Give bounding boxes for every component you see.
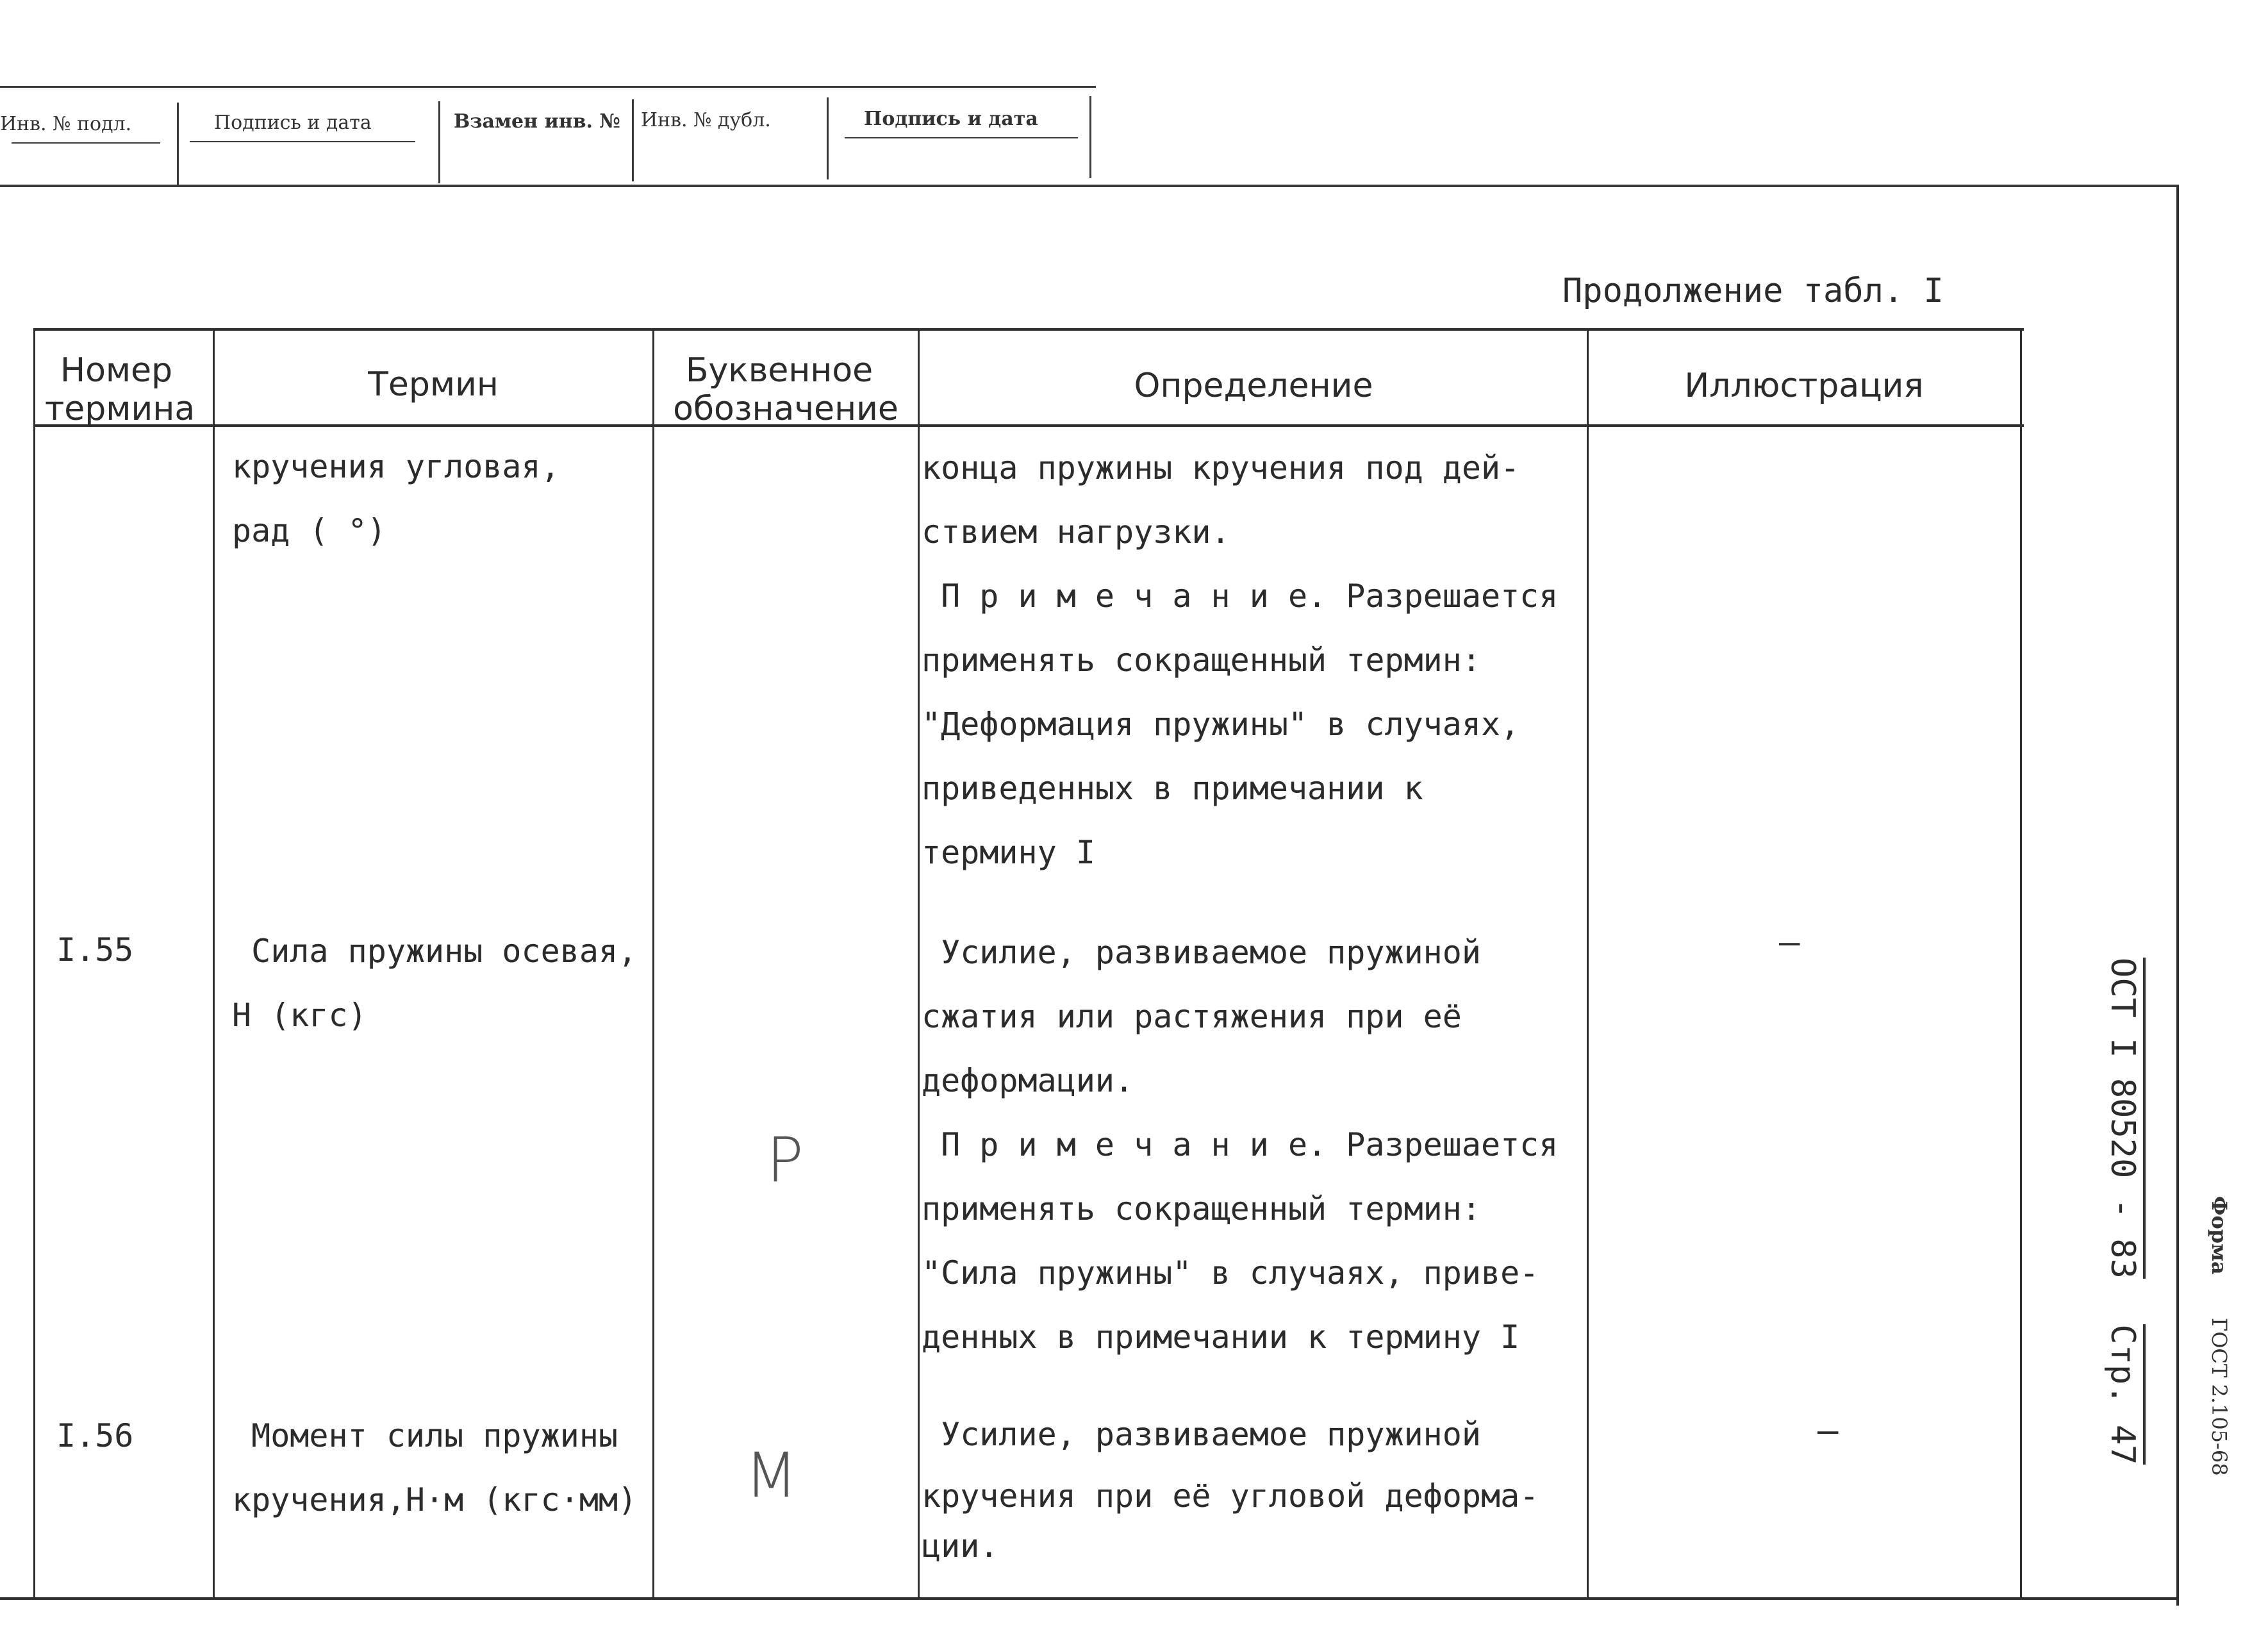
definition-line: приведенных в примечании к xyxy=(922,770,1423,807)
stamp-underline xyxy=(190,141,415,142)
header-symbol xyxy=(655,351,916,428)
header-definition: Определение xyxy=(1134,367,1373,405)
table-col-border xyxy=(2020,328,2022,1597)
definition-line: применять сокращенный термин: xyxy=(922,1190,1481,1227)
term-line: кручения угловая, xyxy=(232,448,560,485)
table-caption: Продолжение табл. I xyxy=(1562,272,1944,310)
term-line: рад ( °) xyxy=(232,512,386,549)
term-line: кручения,Н·м (кгс·мм) xyxy=(232,1481,638,1518)
row-symbol: P xyxy=(766,1124,804,1196)
row-illustration: – xyxy=(1779,922,1800,962)
stamp-signature-date-2: Подпись и дата xyxy=(864,108,1038,130)
header-number-line: термина xyxy=(45,390,195,428)
definition-line: конца пружины кручения под дей- xyxy=(922,449,1520,486)
header-term: Термин xyxy=(368,365,499,404)
document-number-text: ОСТ I 80520 - 83 xyxy=(2103,958,2146,1279)
row-symbol: M xyxy=(745,1440,798,1511)
row-definition xyxy=(922,436,1558,885)
definition-line: П р и м е ч а н и е. Разрешается xyxy=(922,578,1559,615)
stamp-divider xyxy=(438,101,440,183)
definition-line: сжатия или растяжения при её xyxy=(922,998,1462,1035)
header-symbol-line: обозначение xyxy=(673,390,898,428)
stamp-signature-date-1: Подпись и дата xyxy=(214,112,372,134)
definition-line: деформации. xyxy=(922,1062,1134,1099)
definition-line: термину I xyxy=(922,834,1095,871)
form-standard: ГОСТ 2.105-68 xyxy=(2207,1318,2231,1476)
stamp-divider xyxy=(1089,96,1091,178)
document-number xyxy=(2103,958,2142,1465)
row-term xyxy=(232,435,560,563)
stamp-underline xyxy=(12,142,160,144)
definition-line: применять сокращенный термин: xyxy=(922,642,1481,679)
stamp-inv-dubl: Инв. № дубл. xyxy=(641,109,771,131)
table-col-border xyxy=(213,328,215,1597)
row-definition xyxy=(922,920,1558,1369)
definition-line: кручения при её угловой деформа- xyxy=(922,1477,1539,1515)
table-col-border xyxy=(652,328,654,1597)
definition-line: Усилие, развиваемое пружиной xyxy=(922,1416,1481,1453)
form-label: Форма xyxy=(2207,1196,2231,1275)
stamp-divider xyxy=(827,97,829,179)
header-symbol-line: Буквенное xyxy=(685,351,873,390)
term-line: Момент силы пружины xyxy=(232,1417,618,1454)
row-number: I.55 xyxy=(56,931,134,968)
table-col-border xyxy=(918,328,920,1597)
header-illustration: Иллюстрация xyxy=(1684,367,1924,405)
header-number-line: Номер xyxy=(60,351,173,390)
row-definition xyxy=(922,1404,1539,1565)
definition-line: "Сила пружины" в случаях, приве- xyxy=(922,1254,1539,1292)
stamp-divider xyxy=(632,99,634,181)
header-number xyxy=(37,351,210,428)
table-top-border xyxy=(33,328,2024,331)
definition-line: денных в примечании к термину I xyxy=(922,1318,1520,1356)
frame-bottom-border xyxy=(0,1597,2179,1600)
page-number: Стр. 47 xyxy=(2103,1324,2146,1465)
definition-line: Усилие, развиваемое пружиной xyxy=(922,934,1481,971)
stamp-bottom-border xyxy=(0,185,2179,187)
row-illustration: – xyxy=(1817,1410,1839,1450)
stamp-underline xyxy=(845,137,1078,138)
table-col-border xyxy=(1587,328,1589,1597)
definition-line: ствием нагрузки. xyxy=(922,513,1230,551)
stamp-inv-podl: Инв. № подл. xyxy=(0,113,132,135)
table-col-border xyxy=(33,328,35,1597)
definition-line: П р и м е ч а н и е. Разрешается xyxy=(922,1126,1559,1163)
stamp-top-border xyxy=(0,86,1096,88)
term-line: Сила пружины осевая, xyxy=(232,933,638,970)
row-term xyxy=(232,919,637,1047)
row-number: I.56 xyxy=(56,1417,134,1454)
term-line: Н (кгс) xyxy=(232,997,367,1034)
stamp-replaces-inv: Взамен инв. № xyxy=(454,110,621,133)
table-header-border xyxy=(33,424,2024,427)
definition-line: "Деформация пружины" в случаях, xyxy=(922,706,1520,743)
stamp-divider xyxy=(177,103,179,185)
frame-right-border xyxy=(2176,186,2179,1606)
definition-line: ции. xyxy=(922,1527,999,1565)
row-term xyxy=(232,1404,637,1532)
